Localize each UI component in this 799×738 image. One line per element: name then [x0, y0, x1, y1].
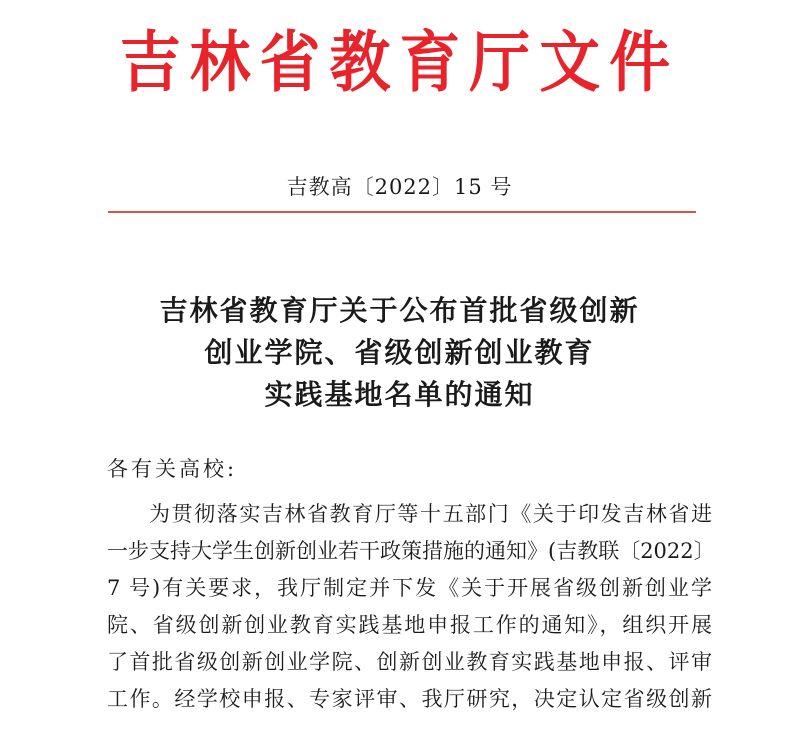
agency-masthead: 吉林省教育厅文件	[119, 24, 680, 101]
body-line: 了首批省级创新创业学院、创新创业教育实践基地申报、评审	[107, 650, 712, 674]
notice-title-line: 实践基地名单的通知	[264, 378, 535, 411]
notice-title	[0, 290, 799, 416]
body-line: 7 号)有关要求，我厅制定并下发《关于开展省级创新创业学	[107, 576, 712, 600]
red-divider-line	[108, 211, 696, 213]
body-paragraph	[107, 496, 715, 718]
salutation: 各有关高校:	[107, 457, 238, 481]
body-line: 为贯彻落实吉林省教育厅等十五部门《关于印发吉林省进	[149, 502, 712, 526]
document-number: 吉教高〔2022〕15 号	[286, 175, 513, 199]
notice-title-line: 吉林省教育厅关于公布首批省级创新	[159, 294, 640, 327]
notice-title-line: 创业学院、省级创新创业教育	[204, 336, 595, 369]
body-line: 工作。经学校申报、专家评审、我厅研究，决定认定省级创新	[107, 687, 712, 711]
body-line: 一步支持大学生创新创业若干政策措施的通知》(吉教联〔2022〕	[107, 539, 715, 563]
body-line: 院、省级创新创业教育实践基地申报工作的通知》，组织开展	[107, 613, 712, 637]
